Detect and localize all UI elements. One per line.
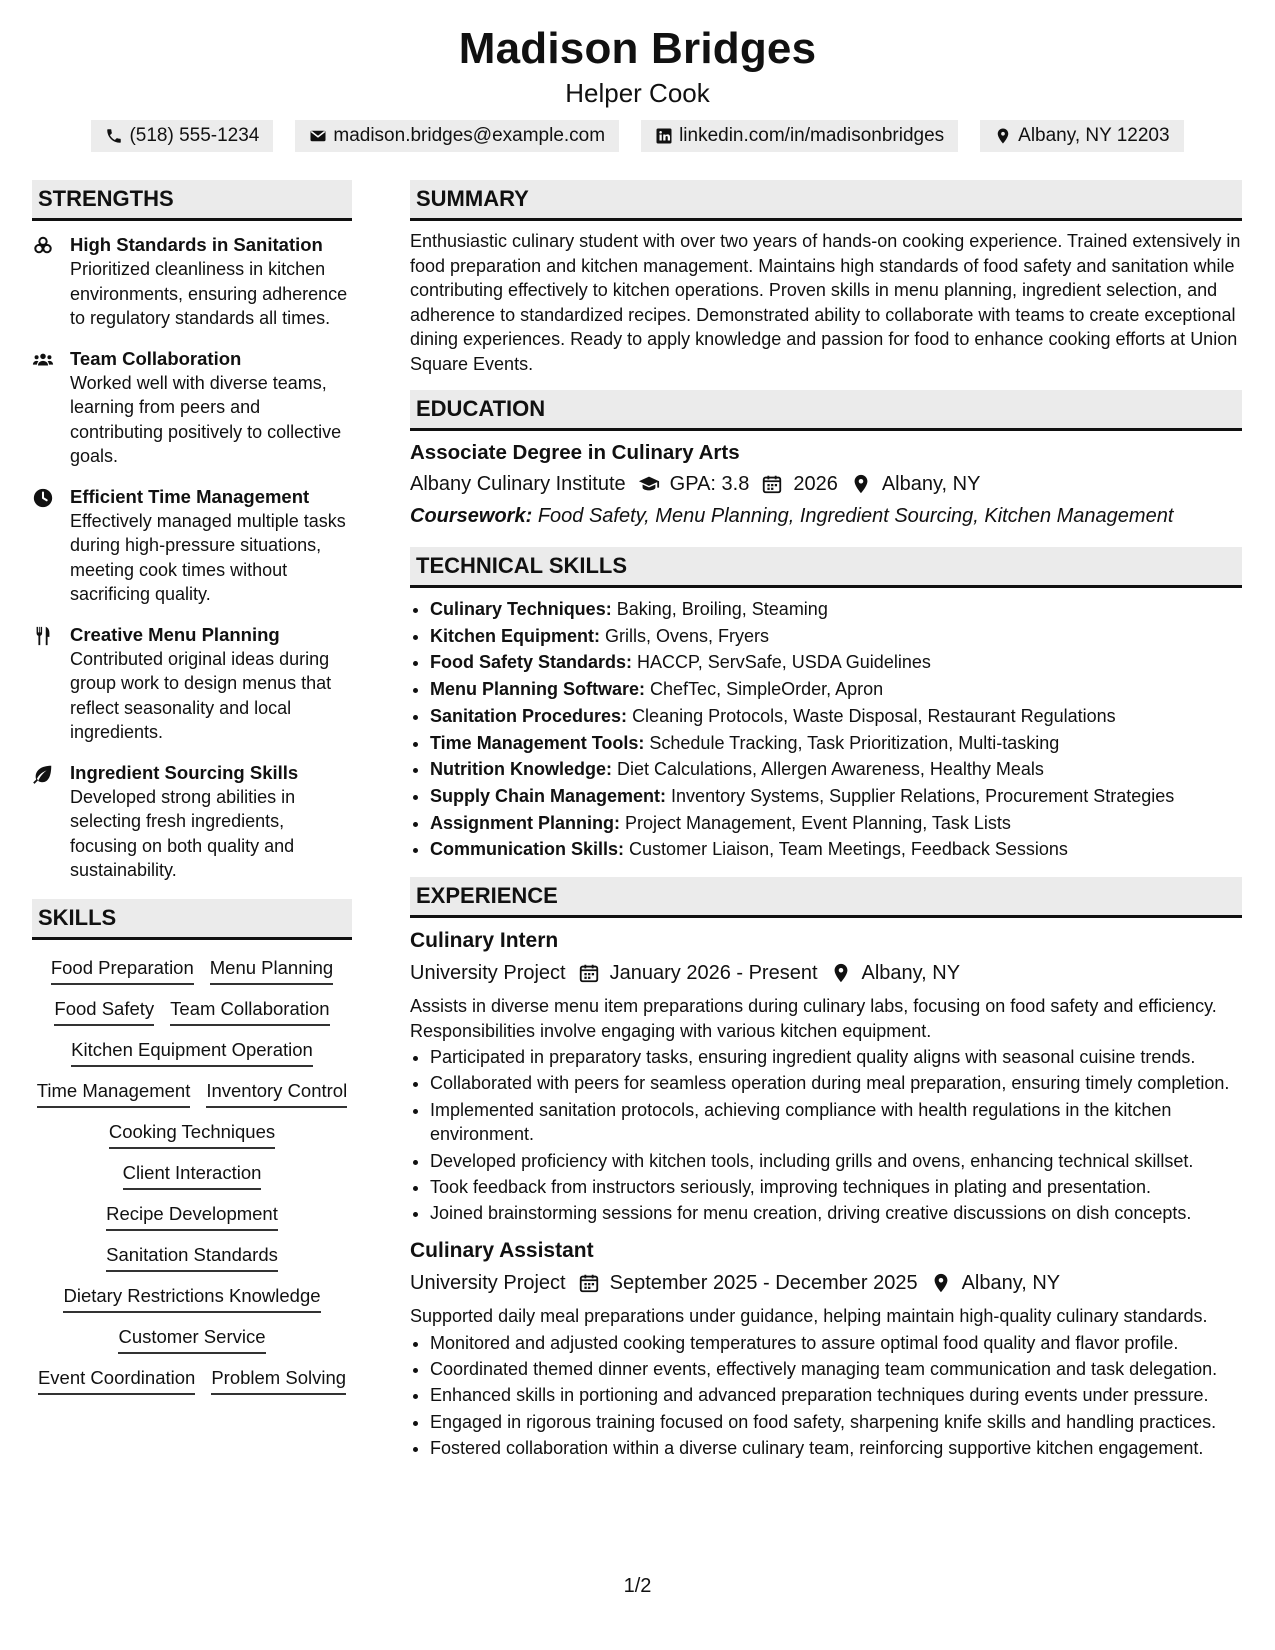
job-description: Supported daily meal preparations under guidance, helping maintain high-quality culinary standards. [410,1306,1208,1327]
contact-location [980,120,1183,152]
strength-title: Creative Menu Planning [70,623,280,645]
envelope-icon [309,127,327,145]
graduation-cap-icon [638,473,660,495]
gpa: GPA: 3.8 [669,473,750,495]
strength-item [32,233,352,331]
job-title: Culinary Assistant [410,1239,594,1263]
job-title: Culinary Intern [410,929,559,953]
strength-text: Developed strong abilities in selecting fresh ingredients, focusing on both quality and sustainability. [70,786,296,880]
phone-icon [105,127,123,145]
tech-label: Nutrition Knowledge: [430,759,612,780]
grad-year: 2026 [793,473,838,495]
list-item: • Monitored and adjusted cooking temperatures to assure optimal food quality and flavor profile. [430,1331,1242,1356]
job-dates: January 2026 - Present [609,962,818,985]
resume-header [0,0,1275,152]
list-item [430,730,1242,757]
list-item [430,810,1242,837]
skill-tag: Inventory Control [206,1079,347,1108]
tech-value: Baking, Broiling, Steaming [616,599,828,619]
skill-tag: Food Preparation [51,956,194,985]
strength-text: Contributed original ideas during group work to design menus that reflect seasonality and local ingredients. [70,648,332,742]
tech-value: ChefTec, SimpleOrder, Apron [650,679,884,700]
list-item [430,623,1242,650]
tech-label: Sanitation Procedures: [430,705,628,726]
job-org: University Project [410,962,566,985]
skill-tag: Time Management [37,1079,191,1108]
job-org: University Project [410,1272,566,1295]
list-item: • Fostered collaboration within a diverse culinary team, reinforcing supportive kitchen engagement. [430,1436,1242,1461]
tech-value: Inventory Systems, Supplier Relations, Procurement Strategies [671,785,1175,806]
tech-label: Supply Chain Management: [430,785,667,806]
list-item [430,596,1242,623]
strengths-list [32,233,352,883]
technical-skills-heading: TECHNICAL SKILLS [410,547,1242,588]
tech-label: Menu Planning Software: [430,679,646,700]
tech-label: Assignment Planning: [430,812,621,833]
strength-text: Effectively managed multiple tasks during high-pressure situations, meeting cook times without sacrificing quality. [70,510,346,604]
utensils-icon [32,625,54,647]
skill-tag: Event Coordination [38,1366,195,1395]
skill-tag: Customer Service [118,1325,265,1354]
school-name: Albany Culinary Institute [410,473,626,495]
list-item [430,836,1242,863]
phone-text: (518) 555-1234 [129,125,260,146]
job-location: Albany, NY [861,962,961,985]
skill-tag: Sanitation Standards [106,1243,278,1272]
strength-title: Ingredient Sourcing Skills [70,761,299,783]
calendar-icon [578,962,600,984]
experience-heading: EXPERIENCE [410,877,1242,918]
list-item: • Joined brainstorming sessions for menu creation, driving creative discussions on dish concepts. [430,1201,1242,1226]
tech-value: Diet Calculations, Allergen Awareness, Healthy Meals [617,759,1044,780]
skill-tag: Kitchen Equipment Operation [71,1038,313,1067]
skill-tag: Problem Solving [211,1366,346,1395]
degree-title: Associate Degree in Culinary Arts [410,441,740,464]
strength-item [32,761,352,883]
linkedin-icon [655,127,673,145]
coursework-label: Coursework: [410,505,533,527]
contact-email[interactable] [295,120,619,152]
job-entry [410,926,1242,1226]
list-item: • Collaborated with peers for seamless operation during meal preparation, ensuring timely completion. [430,1071,1242,1096]
tech-label: Food Safety Standards: [430,652,633,673]
list-item: • Implemented sanitation protocols, achieving compliance with health regulations in the kitchen environment. [430,1098,1242,1148]
contact-bar [0,120,1275,152]
tech-value: Project Management, Event Planning, Task Lists [625,812,1011,833]
list-item: • Enhanced skills in portioning and advanced preparation techniques during events under pressure. [430,1383,1242,1408]
strengths-heading: STRENGTHS [32,180,352,221]
skill-tag: Client Interaction [123,1161,262,1190]
map-marker-icon [850,473,872,495]
map-marker-icon [830,962,852,984]
list-item: • Engaged in rigorous training focused on food safety, sharpening knife skills and handling practices. [430,1410,1242,1435]
job-meta [410,1268,1242,1298]
job-entry [410,1236,1242,1460]
list-item [430,756,1242,783]
strength-item [32,485,352,607]
tech-value: HACCP, ServSafe, USDA Guidelines [637,652,931,673]
tech-label: Culinary Techniques: [430,599,612,619]
technical-skills-list [410,596,1242,863]
job-meta [410,958,1242,988]
skill-tag: Recipe Development [106,1202,278,1231]
job-description: Assists in diverse menu item preparations during culinary labs, focusing on food safety and efficiency. Responsibilities involve engaging with various kitchen equipment. [410,996,1217,1041]
location-text: Albany, NY 12203 [1018,125,1170,146]
clock-icon [32,487,54,509]
summary-text: Enthusiastic culinary student with over two years of hands-on cooking experience. Trained extensively in food preparation and kitchen management. Maintains high standards of food safety and sanitation while contributing effectively to kitchen operations. Proven skills in menu planning, ingredient selection, and adherence to standardized recipes. Demonstrated ability to collaborate with teams to create exceptional dining experiences. Ready to apply knowledge and passion for food to enhance cooking efforts at Union Square Events. [410,231,1241,374]
job-bullets [410,1331,1242,1461]
coursework-list: Food Safety, Menu Planning, Ingredient Sourcing, Kitchen Management [537,505,1174,527]
calendar-icon [578,1272,600,1294]
school-location: Albany, NY [881,473,981,495]
list-item [430,676,1242,703]
strength-title: Efficient Time Management [70,485,310,507]
tech-value: Grills, Ovens, Fryers [605,625,770,646]
skill-tag: Menu Planning [210,956,333,985]
biohazard-icon [32,235,54,257]
candidate-name: Madison Bridges [458,24,817,73]
tech-value: Customer Liaison, Team Meetings, Feedback Sessions [629,839,1068,860]
page-number: 1/2 [623,1575,652,1597]
education-meta [410,469,1242,499]
contact-linkedin[interactable] [641,120,958,152]
tech-value: Schedule Tracking, Task Prioritization, Multi-tasking [649,732,1060,753]
education-heading: EDUCATION [410,390,1242,431]
calendar-icon [761,473,783,495]
skill-tag: Dietary Restrictions Knowledge [63,1284,320,1313]
job-title: Helper Cook [565,78,710,108]
skill-tag: Team Collaboration [170,997,329,1026]
map-marker-icon [994,127,1012,145]
list-item [430,783,1242,810]
skills-heading: SKILLS [32,899,352,940]
job-location: Albany, NY [961,1272,1061,1295]
strength-item [32,623,352,745]
job-dates: September 2025 - December 2025 [609,1272,918,1295]
right-column [410,180,1242,1471]
skills-list [32,956,352,1395]
summary-heading: SUMMARY [410,180,1242,221]
tech-label: Time Management Tools: [430,732,645,753]
left-column [32,180,352,1395]
linkedin-text: linkedin.com/in/madisonbridges [679,125,945,146]
tech-value: Cleaning Protocols, Waste Disposal, Restaurant Regulations [632,705,1116,726]
strength-title: Team Collaboration [70,347,242,369]
map-marker-icon [930,1272,952,1294]
leaf-icon [32,763,54,785]
contact-phone [91,120,273,152]
list-item [430,703,1242,730]
strength-title: High Standards in Sanitation [70,234,323,255]
list-item: • Developed proficiency with kitchen tools, including grills and ovens, enhancing technical skillset. [430,1149,1242,1174]
strength-text: Worked well with diverse teams, learning from peers and contributing positively to collective goals. [70,372,342,466]
list-item: • Coordinated themed dinner events, effectively managing team communication and task delegation. [430,1357,1242,1382]
skill-tag: Food Safety [54,997,154,1026]
strength-text: Prioritized cleanliness in kitchen environments, ensuring adherence to regulatory standards all times. [70,259,348,328]
email-text: madison.bridges@example.com [333,125,606,146]
tech-label: Kitchen Equipment: [430,625,600,646]
list-item: • Took feedback from instructors seriously, improving techniques in plating and presentation. [430,1175,1242,1200]
list-item: • Participated in preparatory tasks, ensuring ingredient quality aligns with seasonal cuisine trends. [430,1045,1242,1070]
users-icon [32,349,54,371]
skill-tag: Cooking Techniques [109,1120,275,1149]
coursework [410,501,1242,531]
job-bullets [410,1045,1242,1226]
strength-item [32,347,352,469]
tech-label: Communication Skills: [430,839,625,860]
list-item [430,649,1242,676]
